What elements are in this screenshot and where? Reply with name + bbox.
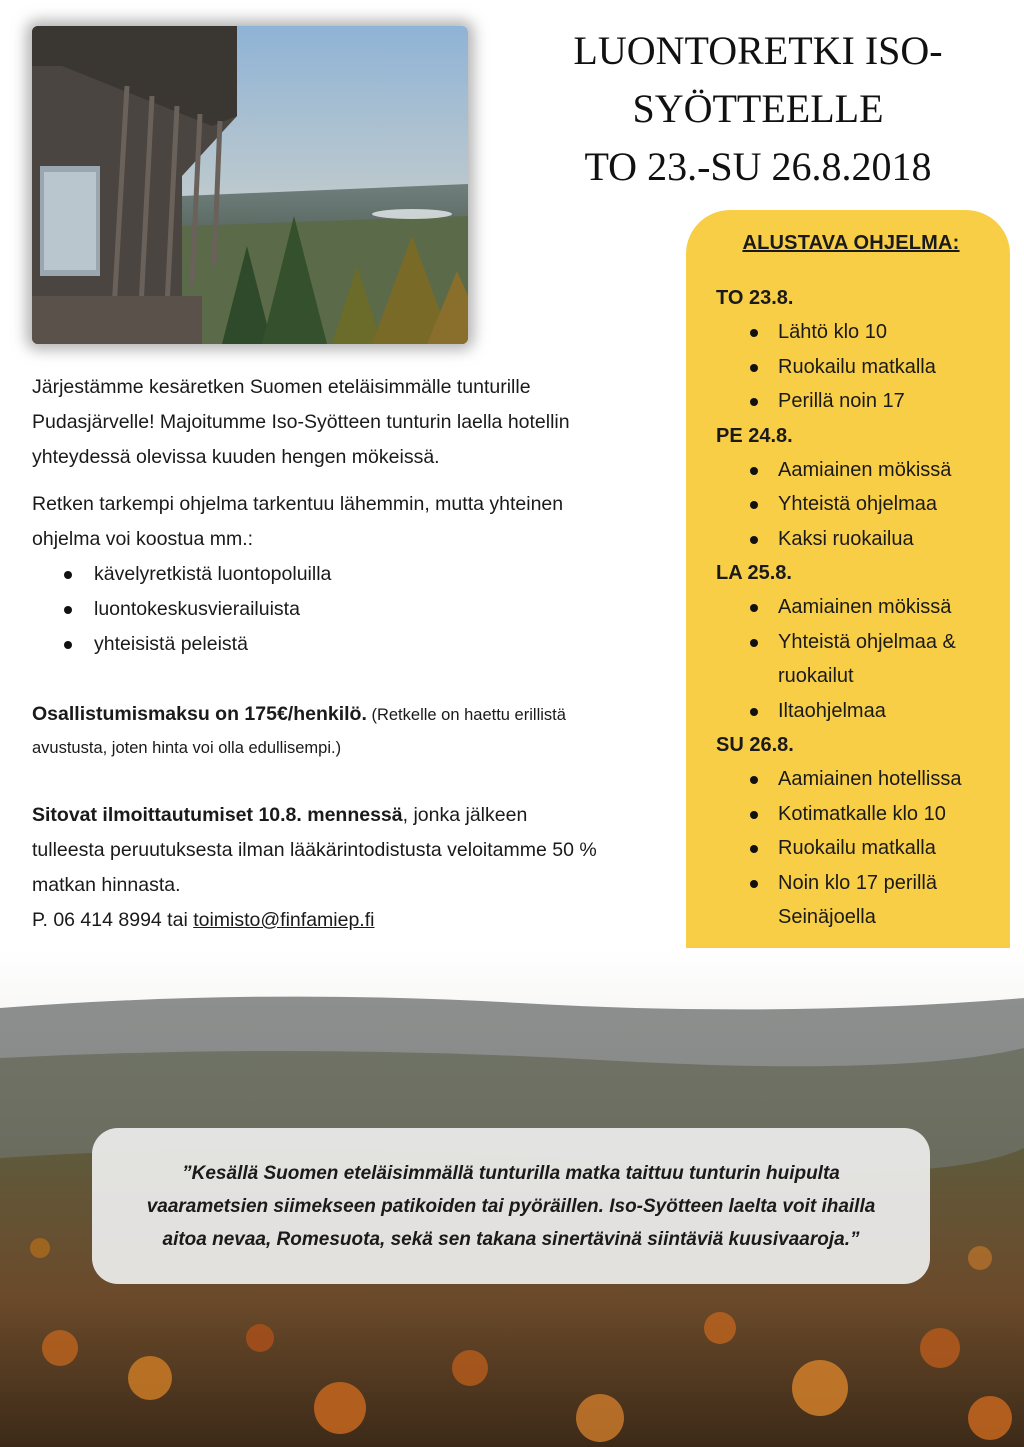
activity-item: luontokeskusvierailuista [62, 592, 632, 627]
fee-paragraph [32, 698, 602, 764]
fee-note: (Retkelle on haettu erillistä avustusta, joten hinta voi olla edullisempi.) [32, 706, 566, 757]
program-heading: ALUSTAVA OHJELMA: [742, 232, 960, 254]
program-item: Aamiainen mökissä [748, 453, 996, 488]
program-item: Ruokailu matkalla [748, 350, 996, 385]
program-item: Perillä noin 17 [748, 384, 996, 419]
program-item: Kaksi ruokailua [748, 522, 996, 557]
contact-line [32, 903, 632, 938]
signup-deadline: Sitovat ilmoittautumiset 10.8. mennessä [32, 804, 403, 826]
program-day-list [716, 590, 996, 728]
program-day-list [716, 762, 996, 935]
activity-list [32, 557, 632, 662]
program-item: Iltaohjelmaa [748, 694, 996, 729]
activity-item: yhteisistä peleistä [62, 627, 632, 662]
contact-phone: P. 06 414 8994 tai [32, 909, 194, 931]
title-line-3: TO 23.-SU 26.8.2018 [584, 144, 932, 189]
program-item: Ruokailu matkalla [748, 831, 996, 866]
program-item: Kotimatkalle klo 10 [748, 797, 996, 832]
quote-text: ”Kesällä Suomen eteläisimmällä tunturilla matka taittuu tunturin huipulta vaarametsien siimekseen patikoiden tai pyöräillen. Iso-Syötteen laelta voit ihailla aitoa nevaa, Romesuota, sekä sen takana sinertävinä siintäviä kuusivaaroja.” [146, 1162, 876, 1250]
program-day-label: TO 23.8. [716, 287, 794, 309]
activity-item: kävelyretkistä luontopoluilla [62, 557, 632, 592]
program-lead: Retken tarkempi ohjelma tarkentuu lähemmin, mutta yhteinen ohjelma voi koostua mm.: [32, 493, 564, 550]
hotel-landscape-image [32, 26, 468, 344]
quote-box [92, 1128, 930, 1284]
program-day-label: LA 25.8. [716, 562, 792, 584]
program-item: Aamiainen mökissä [748, 590, 996, 625]
signup-paragraph [32, 798, 602, 903]
program-item: Yhteistä ohjelmaa [748, 487, 996, 522]
hotel-photo [32, 26, 468, 344]
program-day-label: PE 24.8. [716, 424, 793, 447]
program-item: Yhteistä ohjelmaa & ruokailut [748, 625, 996, 694]
contact-email-link[interactable]: toimisto@finfamiep.fi [193, 909, 375, 931]
program-item: Aamiainen hotellissa [748, 762, 996, 797]
title-line-1: LUONTORETKI ISO- [573, 28, 943, 73]
program-item: Noin klo 17 perillä Seinäjoella [748, 866, 996, 935]
signup-terms: , jonka jälkeen tulleesta peruutuksesta ilman lääkärintodistusta veloitamme 50 % matkan hinnasta. [32, 804, 597, 896]
program-day-list [716, 453, 996, 557]
main-text [32, 370, 632, 938]
title-line-2: SYÖTTEELLE [632, 86, 884, 131]
program-day-label: SU 26.8. [716, 734, 794, 756]
intro-paragraph: Järjestämme kesäretken Suomen eteläisimmälle tunturille Pudasjärvelle! Majoitumme Iso-Syötteen tunturin laella hotellin yhteydessä olevissa kuuden hengen mökeissä. [32, 376, 570, 468]
page-title [548, 22, 968, 196]
program-item: Lähtö klo 10 [748, 315, 996, 350]
program-day-list [716, 315, 996, 419]
fee-amount: Osallistumismaksu on 175€/henkilö. [32, 703, 367, 725]
program-panel [686, 210, 1010, 950]
